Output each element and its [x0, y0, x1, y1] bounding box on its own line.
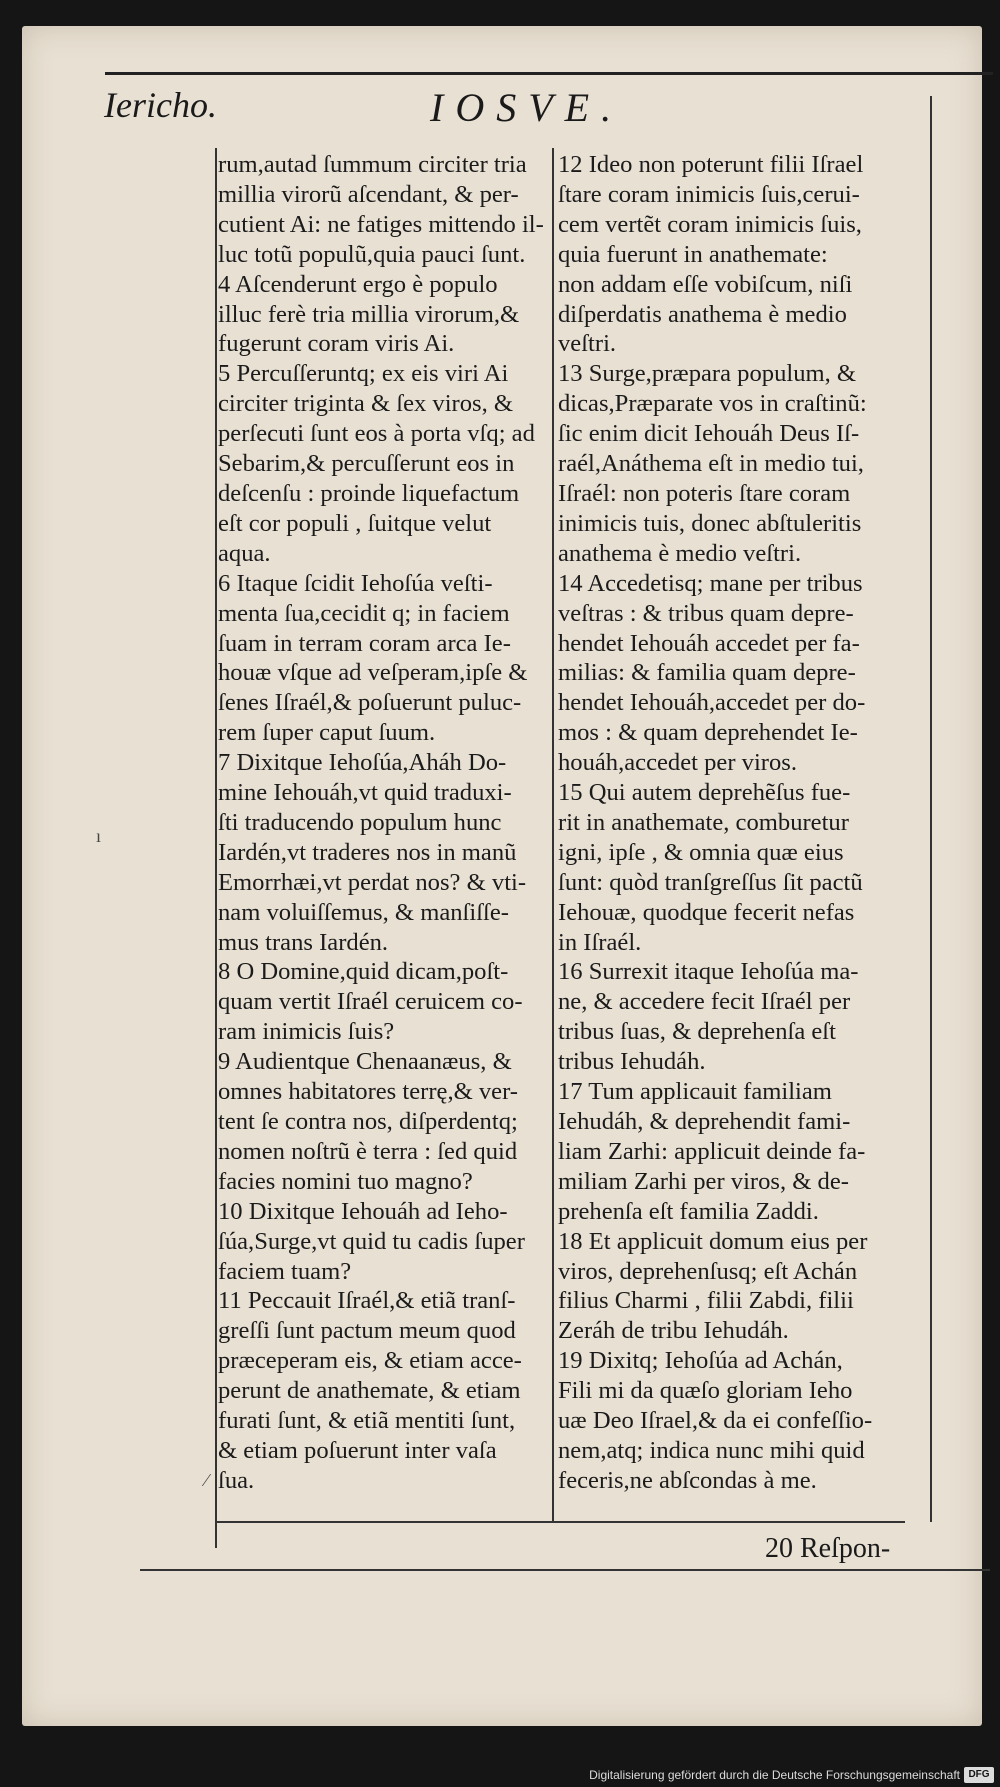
text-line: rem ſuper caput ſuum. [218, 719, 436, 747]
text-line: tribus ſuas, & deprehenſa eſt [558, 1018, 836, 1046]
text-line: eſt cor populi , ſuitque velut [218, 509, 492, 537]
credit-text: Digitalisierung gefördert durch die Deutsche Forschungsgemeinschaft [589, 1768, 960, 1782]
dfg-logo: DFG [964, 1767, 994, 1783]
digitization-credit-bar [0, 1764, 1000, 1787]
text-line: ſúa,Surge,vt quid tu cadis ſuper [218, 1227, 525, 1255]
text-line: houæ vſque ad veſperam,ipſe & [218, 659, 528, 687]
text-line: Iſraél: non poteris ſtare coram [558, 479, 851, 507]
text-line: 6 Itaque ſcidit Iehoſúa veſti- [218, 569, 493, 597]
text-line: rum,autad ſummum circiter tria [218, 151, 527, 178]
text-line: 9 Audientque Chenaanæus, & [218, 1048, 512, 1076]
text-line: mine Iehouáh,vt quid traduxi- [218, 779, 512, 807]
text-line: 13 Surge,præpara populum, & [558, 360, 857, 388]
text-line: ſti traducendo populum hunc [218, 808, 502, 836]
text-line: 8 O Domine,quid dicam,poſt- [218, 958, 509, 986]
text-line: ne, & accedere fecit Iſraél per [558, 988, 851, 1016]
text-line: viros, deprehenſusq; eſt Achán [558, 1257, 858, 1285]
text-line: anathema è medio veſtri. [558, 539, 802, 567]
text-line: greſſi ſunt pactum meum quod [218, 1317, 516, 1345]
text-line: 18 Et applicuit domum eius per [558, 1227, 868, 1255]
margin-mark: ⁄ [205, 1470, 209, 1490]
text-line: quam vertit Iſraél ceruicem co- [218, 988, 523, 1016]
text-line: 16 Surrexit itaque Iehoſúa ma- [558, 958, 859, 986]
text-line: 19 Dixitq; Iehoſúa ad Achán, [558, 1347, 843, 1375]
text-bottom-rule [215, 1521, 905, 1523]
text-line: perunt de anathemate, & etiam [218, 1377, 521, 1405]
text-line: 5 Percuſſeruntq; ex eis viri Ai [218, 360, 509, 388]
text-line: diſperdatis anathema è medio [558, 300, 847, 328]
text-line: circiter triginta & ſex viros, & [218, 390, 514, 418]
running-head-left: Iericho. [104, 85, 217, 125]
left-text-column [218, 150, 546, 1496]
text-line: rit in anathemate, comburetur [558, 808, 849, 836]
text-line: ſuam in terram coram arca Ie- [218, 629, 511, 657]
text-line: 11 Peccauit Iſraél,& etiã tranſ- [218, 1287, 516, 1315]
text-line: Emorrhæi,vt perdat nos? & vti- [218, 868, 527, 896]
text-line: veſtras : & tribus quam depre- [558, 599, 854, 627]
column-divider [552, 148, 554, 1522]
text-line: & etiam poſuerunt inter vaſa [218, 1436, 497, 1464]
text-line: houáh,accedet per viros. [558, 749, 797, 777]
text-line: feceris,ne abſcondas à me. [558, 1466, 817, 1494]
text-line: tent ſe contra nos, diſperdentq; [218, 1108, 518, 1135]
text-line: nomen noſtrũ è terra : ſed quid [218, 1137, 518, 1165]
text-line: luc totũ populũ,quia pauci ſunt. [218, 240, 526, 268]
text-line: illuc ferè tria millia virorum,& [218, 300, 520, 328]
text-line: furati ſunt, & etiã mentiti ſunt, [218, 1407, 516, 1435]
text-line: inimicis tuis, donec abſtuleritis [558, 509, 862, 537]
text-line: 15 Qui autem deprehẽſus fue- [558, 779, 851, 807]
footer-rule [140, 1569, 990, 1571]
text-line: ſua. [218, 1466, 255, 1494]
frame-right-rule [930, 96, 932, 1522]
text-line: perſecuti ſunt eos à porta vſq; ad [218, 420, 535, 448]
text-line: deſcenſu : proinde liquefactum [218, 479, 520, 507]
text-line: liam Zarhi: applicuit deinde fa- [558, 1137, 866, 1165]
text-line: quia fuerunt in anathemate: [558, 240, 828, 268]
running-head-title: IOSVE. [430, 85, 624, 130]
text-line: filius Charmi , filii Zabdi, filii [558, 1287, 854, 1315]
text-line: mus trans Iardén. [218, 928, 389, 956]
text-line: nam voluiſſemus, & manſiſſe- [218, 898, 509, 926]
text-line: cutient Ai: ne fatiges mittendo il- [218, 210, 544, 238]
text-line: dicas,Præparate vos in craſtinũ: [558, 390, 867, 418]
text-line: 4 Aſcenderunt ergo è populo [218, 270, 498, 298]
text-line: aqua. [218, 539, 271, 567]
text-line: mos : & quam deprehendet Ie- [558, 719, 858, 747]
text-line: miliam Zarhi per viros, & de- [558, 1167, 849, 1195]
text-line: Fili mi da quæſo gloriam Ieho [558, 1377, 853, 1405]
text-line: ſtare coram inimicis ſuis,cerui- [558, 180, 860, 208]
text-line: 17 Tum applicauit familiam [558, 1078, 832, 1106]
text-line: veſtri. [558, 330, 617, 358]
text-line: menta ſua,cecidit q; in faciem [218, 599, 510, 627]
text-line: 7 Dixitque Iehoſúa,Aháh Do- [218, 749, 507, 777]
text-line: ſunt: quòd tranſgreſſus ſit pactũ [558, 868, 863, 896]
text-line: milias: & familia quam depre- [558, 659, 856, 687]
text-line: in Iſraél. [558, 928, 642, 956]
text-line: fugerunt coram viris Ai. [218, 330, 455, 358]
text-line: omnes habitatores terrę,& ver- [218, 1078, 518, 1106]
text-line: ſenes Iſraél,& poſuerunt puluc- [218, 689, 522, 717]
text-line: uæ Deo Iſrael,& da ei confeſſio- [558, 1407, 873, 1435]
text-line: ram inimicis ſuis? [218, 1018, 395, 1046]
text-line: 12 Ideo non poterunt filii Iſrael [558, 151, 864, 178]
text-line: Iehouæ, quodque fecerit nefas [558, 898, 855, 926]
text-line: prehenſa eſt familia Zaddi. [558, 1197, 819, 1225]
text-line: 10 Dixitque Iehouáh ad Ieho- [218, 1197, 508, 1225]
text-line: Iardén,vt traderes nos in manũ [218, 838, 517, 866]
text-line: ſic enim dicit Iehouáh Deus Iſ- [558, 420, 860, 448]
text-line: igni, ipſe , & omnia quæ eius [558, 838, 844, 866]
frame-left-rule [215, 148, 217, 1548]
header-rule [105, 72, 993, 75]
text-line: facies nomini tuo magno? [218, 1167, 473, 1195]
text-line: Sebarim,& percuſſerunt eos in [218, 450, 515, 478]
text-line: præceperam eis, & etiam acce- [218, 1347, 522, 1375]
text-line: millia virorũ aſcendant, & per- [218, 180, 519, 208]
text-line: tribus Iehudáh. [558, 1048, 706, 1076]
text-line: hendet Iehouáh,accedet per do- [558, 689, 866, 717]
text-line: 14 Accedetisq; mane per tribus [558, 569, 863, 597]
text-line: Zeráh de tribu Iehudáh. [558, 1317, 789, 1345]
text-line: non addam eſſe vobiſcum, niſi [558, 270, 853, 298]
right-text-column [558, 150, 926, 1496]
text-line: cem vertẽt coram inimicis ſuis, [558, 210, 862, 238]
text-line: hendet Iehouáh accedet per fa- [558, 629, 860, 657]
margin-mark: ı [96, 826, 102, 846]
text-line: faciem tuam? [218, 1257, 352, 1285]
text-line: nem,atq; indica nunc mihi quid [558, 1436, 865, 1464]
catchword: 20 Reſpon- [765, 1533, 891, 1564]
text-line: raél,Anáthema eſt in medio tui, [558, 450, 864, 478]
text-line: Iehudáh, & deprehendit fami- [558, 1108, 851, 1135]
